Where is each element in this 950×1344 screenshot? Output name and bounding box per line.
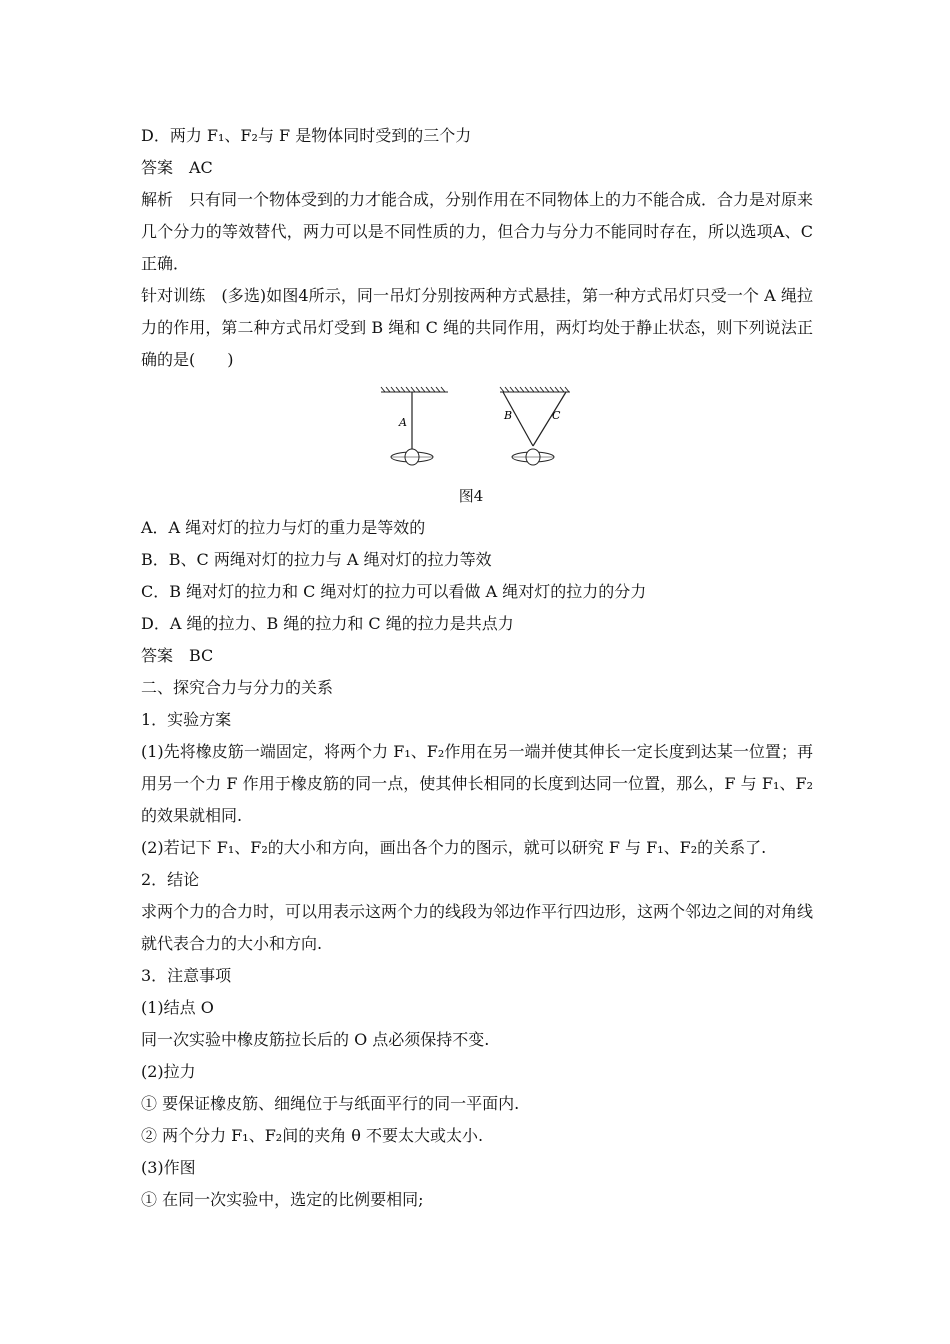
label-a: A [399,416,407,429]
left-lamp [391,449,433,465]
conclusion-text: 求两个力的合力时，可以用表示这两个力的线段为邻边作平行四边形，这两个邻边之间的对角线就代表合力的大小和方向. [141,902,814,953]
note-2-title: (2)拉力 [141,1062,196,1081]
plan-step-2: (2)若记下 F₁、F₂的大小和方向，画出各个力的图示，就可以研究 F 与 F₁、F₂的关系了. [141,838,767,857]
option-d: D．A 绳的拉力、B 绳的拉力和 C 绳的拉力是共点力 [141,614,514,633]
figure-4 [141,384,813,480]
note-2-item-2: ② 两个分力 F₁、F₂间的夹角 θ 不要太大或太小. [141,1126,484,1145]
label-b: B [504,409,513,422]
left-ceiling [381,387,448,392]
hanging-lamp-diagram [378,384,578,474]
option-c: C．B 绳对灯的拉力和 C 绳对灯的拉力可以看做 A 绳对灯的拉力的分力 [141,582,647,601]
note-1-title: (1)结点 O [141,998,214,1017]
notes-title: 3．注意事项 [141,966,232,985]
note-1-text: 同一次实验中橡皮筋拉长后的 O 点必须保持不变. [141,1030,490,1049]
option-d-previous: D．两力 F₁、F₂与 F 是物体同时受到的三个力 [141,126,472,145]
document-body [141,120,813,1216]
conclusion-title: 2．结论 [141,870,200,889]
answer-2: 答案 BC [141,646,214,665]
analysis-paragraph: 解析 只有同一个物体受到的力才能合成，分别作用在不同物体上的力不能合成．合力是对原来几个分力的等效替代，两力可以是不同性质的力，但合力与分力不能同时存在，所以选项A、C正确． [141,190,814,273]
label-c: C [552,409,561,422]
option-a: A．A 绳对灯的拉力与灯的重力是等效的 [141,518,426,537]
note-2-item-1: ① 要保证橡皮筋、细绳位于与纸面平行的同一平面内. [141,1094,520,1113]
rope-c [533,392,566,446]
answer-1: 答案 AC [141,158,213,177]
note-3-item-1: ① 在同一次实验中，选定的比例要相同; [141,1190,424,1209]
figure-caption: 图4 [458,487,484,505]
option-b: B．B、C 两绳对灯的拉力与 A 绳对灯的拉力等效 [141,550,492,569]
section-title: 二、探究合力与分力的关系 [141,678,334,697]
plan-step-1: (1)先将橡皮筋一端固定，将两个力 F₁、F₂作用在另一端并使其伸长一定长度到达某一位置；再用另一个力 F 作用于橡皮筋的同一点，使其伸长相同的长度到达同一位置，那么，F 与 F₁、F₂的效果就相同. [141,742,813,825]
plan-title: 1．实验方案 [141,710,232,729]
right-ceiling [500,387,570,392]
note-3-title: (3)作图 [141,1158,196,1177]
training-question: 针对训练 (多选)如图4所示，同一吊灯分别按两种方式悬挂，第一种方式吊灯只受一个 A 绳拉力的作用，第二种方式吊灯受到 B 绳和 C 绳的共同作用，两灯均处于静止状态，则下列说法正确的是( ) [141,286,813,369]
right-lamp [512,449,554,465]
